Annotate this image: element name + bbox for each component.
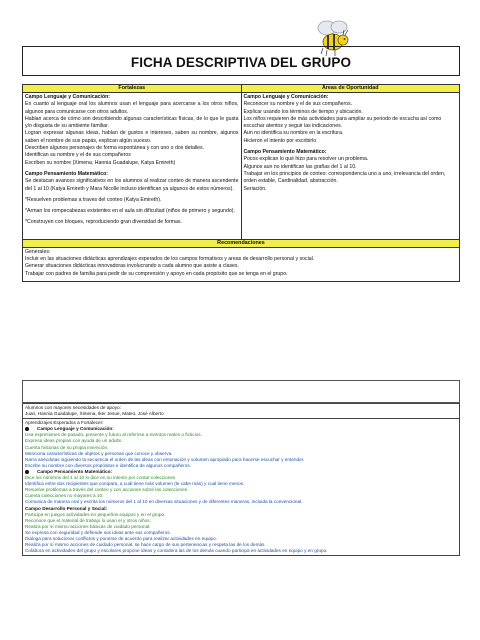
oportunidad-cell bbox=[241, 93, 460, 240]
bullet-dot-icon bbox=[25, 427, 29, 431]
aprendizaje-item: Participa en juegos actividades en pequeños equipos y en el grupo. bbox=[25, 511, 166, 517]
fortalezas-pensamiento-line: *Arman los rompecabezas existentes en el aula sin dificultad (niños de primero y segundo). bbox=[25, 208, 235, 215]
aprendizaje-item: Reconoce que el material de trabajo lo usan el y otros niños. bbox=[25, 517, 151, 523]
header-recomendaciones: Recomendaciones bbox=[23, 239, 460, 247]
aprendizajes-lenguaje-title: Campo Lenguaje y Comunicación: bbox=[37, 426, 114, 432]
aprendizaje-item: Dialoga para solucionar conflictos y ponerse de acuerdo para realizar actividades en equipo. bbox=[25, 535, 218, 541]
recomendaciones-cell bbox=[23, 247, 460, 281]
fortalezas-lenguaje-line: En cuanto al lenguaje oral los alumnos usan el lenguaje para acercarse a los otros niños, algunos para comunicarse con otros adultos. bbox=[25, 101, 239, 115]
apoyo-label: Alumnos con mayores necesidades de apoyo: bbox=[25, 405, 121, 410]
descriptive-table bbox=[22, 84, 460, 282]
recomendaciones-label: Generales: bbox=[25, 248, 51, 255]
title-box bbox=[22, 46, 460, 76]
aprendizaje-item: Comunica de manera oral y escrita los números del 1 al 10 en diversas situaciones y de diferentes maneras, incluida la convencional. bbox=[25, 499, 303, 505]
fortalezas-lenguaje-line: Describen algunos personajes de forma espontánea y con uno o dos detalles. bbox=[25, 145, 205, 152]
recomendaciones-line: Generar situaciones didácticas innovadoras involucrando a cada alumno que asiste a clases. bbox=[25, 263, 239, 270]
aprendizaje-item: Cuenta historias de su propia invención. bbox=[25, 444, 109, 450]
header-oportunidad: Áreas de Oportunidad bbox=[241, 85, 460, 93]
apoyo-table bbox=[22, 403, 460, 556]
aprendizaje-item: Resuelve problemas a través del conteo y con acciones sobre las colecciones bbox=[25, 487, 188, 493]
aprendizaje-item: Colabora en actividades del grupo y escolares propone ideas y considera las de los demás cuando participa en actividades en equipo y en grupo. bbox=[25, 548, 328, 554]
apoyo-cell bbox=[23, 404, 460, 419]
aprendizajes-pensamiento-title: Campo Pensamiento Matemático: bbox=[37, 468, 113, 474]
aprendizaje-item: Expresa ideas propias con ayuda de un adulto bbox=[25, 438, 122, 444]
separator-box bbox=[22, 380, 460, 403]
lenguaje-list bbox=[25, 432, 457, 469]
aprendizaje-item: Realiza por sí mismo acciones básicas de cuidado personal. bbox=[25, 523, 151, 529]
pensamiento-list bbox=[25, 475, 457, 505]
fortalezas-lenguaje-line: Identifican su nombre y el de sus compañeros bbox=[25, 152, 131, 159]
bullet-dot-icon bbox=[25, 470, 29, 474]
oportunidad-lenguaje-line: Reconocer su nombre y el de sus compañeros. bbox=[243, 101, 353, 108]
recomendaciones-line: Incluir en las situaciones didácticas aprendizajes esperados de los campos formativos y areas de desarrollo personal y social. bbox=[25, 256, 315, 263]
aprendizaje-item: Cuenta colecciones no mayores a 10. bbox=[25, 493, 104, 499]
aprendizaje-item: Narra anécdotas siguiendo la secuencia el orden de las ideas con entonación y volumen apropiado para hacerse escuchar y entender. bbox=[25, 456, 305, 462]
fortalezas-lenguaje-line: Escriben su nombre (Ximena, Hannia Guadalupe, Katya Emireth) bbox=[25, 159, 176, 166]
aprendizajes-label: Aprendizajes Esperados a Fortalecer: bbox=[25, 420, 104, 426]
fortalezas-pensamiento-line: *Resuelven problemas a traves del conteo (Katya Emireth). bbox=[25, 196, 162, 203]
fortalezas-lenguaje-title: Campo Lenguaje y Comunicación: bbox=[25, 94, 111, 100]
oportunidad-pensamiento-line: Algunos aun no identifican las grafías del 1 al 10. bbox=[243, 163, 357, 170]
oportunidad-pensamiento-line: Seriación. bbox=[243, 185, 267, 192]
aprendizaje-item: Menciona características de objetos y personas que conoce y observa. bbox=[25, 450, 173, 456]
aprendizaje-item: Dice los números del 1 al 10 lo dice en su intento por contar colecciones bbox=[25, 475, 176, 481]
document-page bbox=[22, 0, 462, 640]
page-title: FICHA DESCRIPTIVA DEL GRUPO bbox=[130, 55, 352, 70]
oportunidad-pensamiento-line: Pocos explican lo qué hizo para resolver un problema. bbox=[243, 156, 369, 163]
recomendaciones-line: Trabajar con padres de familia para pedir de su comprensión y apoyo en cada propósito que se tenga en el grupo. bbox=[25, 270, 288, 277]
aprendizaje-item: Usa expresiones de pasado, presente y futuro al referirse a eventos reales o ficticios. bbox=[25, 432, 202, 438]
oportunidad-lenguaje-line: Los niños requieren de más actividades para ampliar su periodo de escucha así como escuchar atentos y seguir las indicaciones. bbox=[243, 115, 442, 130]
aprendizajes-cell bbox=[23, 419, 460, 556]
personal-list bbox=[25, 512, 457, 555]
aprendizajes-personal-title: Campo Desarrollo Personal y Social: bbox=[25, 505, 108, 511]
fortalezas-cell bbox=[23, 93, 242, 240]
oportunidad-lenguaje-line: Explicar usando los términos de tiempo y ubicación. bbox=[243, 108, 363, 115]
fortalezas-pensamiento-title: Campo Pensamiento Matemático: bbox=[25, 170, 109, 177]
fortalezas-lenguaje-line: Logran expresar algunas ideas, hablan de gustos e intereses, saben su nombre, algunos saben el nombre de sus papás, explican algún suceso. bbox=[25, 130, 239, 144]
header-fortalezas: Fortalezas bbox=[23, 85, 242, 93]
aprendizaje-item: Realiza por sí mismo acciones de cuidado personal, se hace cargo de sus pertenencias y respeta las de los demás bbox=[25, 542, 265, 548]
fortalezas-pensamiento-line: *Construyen con bloques, reproduciendo gran diversidad de formas. bbox=[25, 219, 182, 226]
oportunidad-lenguaje-line: Hicieron el intento por escribirlo bbox=[243, 137, 317, 144]
oportunidad-lenguaje-title: Campo Lenguaje y Comunicación: bbox=[243, 94, 329, 100]
oportunidad-pensamiento-line: Trabajar en los principios de conteo: correspondencia uno a uno, irrelevancia del orden, orden estable, Cardinalidad, abstracción. bbox=[243, 170, 446, 185]
aprendizaje-item: Se expresa con seguridad y defiende sus ideas ante sus compañeros. bbox=[25, 529, 171, 535]
aprendizaje-item: Escribe su nombre con diversos propósitos e identifica de algunos compañeros. bbox=[25, 462, 191, 468]
apoyo-names: Juan, Hannia Guadalupe, Ximena, Iker Jesue, Mateo, José Alberto bbox=[25, 411, 164, 417]
aprendizaje-item: Identifica entre dos recipientes que compara, a cuál tiene más volumen (le cabe más) y cual tiene menos. bbox=[25, 481, 245, 487]
fortalezas-lenguaje-line: Hablan acerca de cómo son describiendo algunas características físicas, de lo que le gusta y/o disgusta de su ambiente familiar. bbox=[25, 115, 239, 130]
fortalezas-pensamiento-line: Se destacan avances significativos en los alumnos al realizar conteo de manera ascendente del 1 al 10 (Katya Emireth y Mara Nicolle incluso identifican ya algunos de estos números). bbox=[25, 178, 239, 192]
oportunidad-pensamiento-title: Campo Pensamiento Matemático: bbox=[243, 149, 327, 156]
oportunidad-lenguaje-line: Aun no identifica su nombre en la escritura. bbox=[243, 130, 344, 137]
